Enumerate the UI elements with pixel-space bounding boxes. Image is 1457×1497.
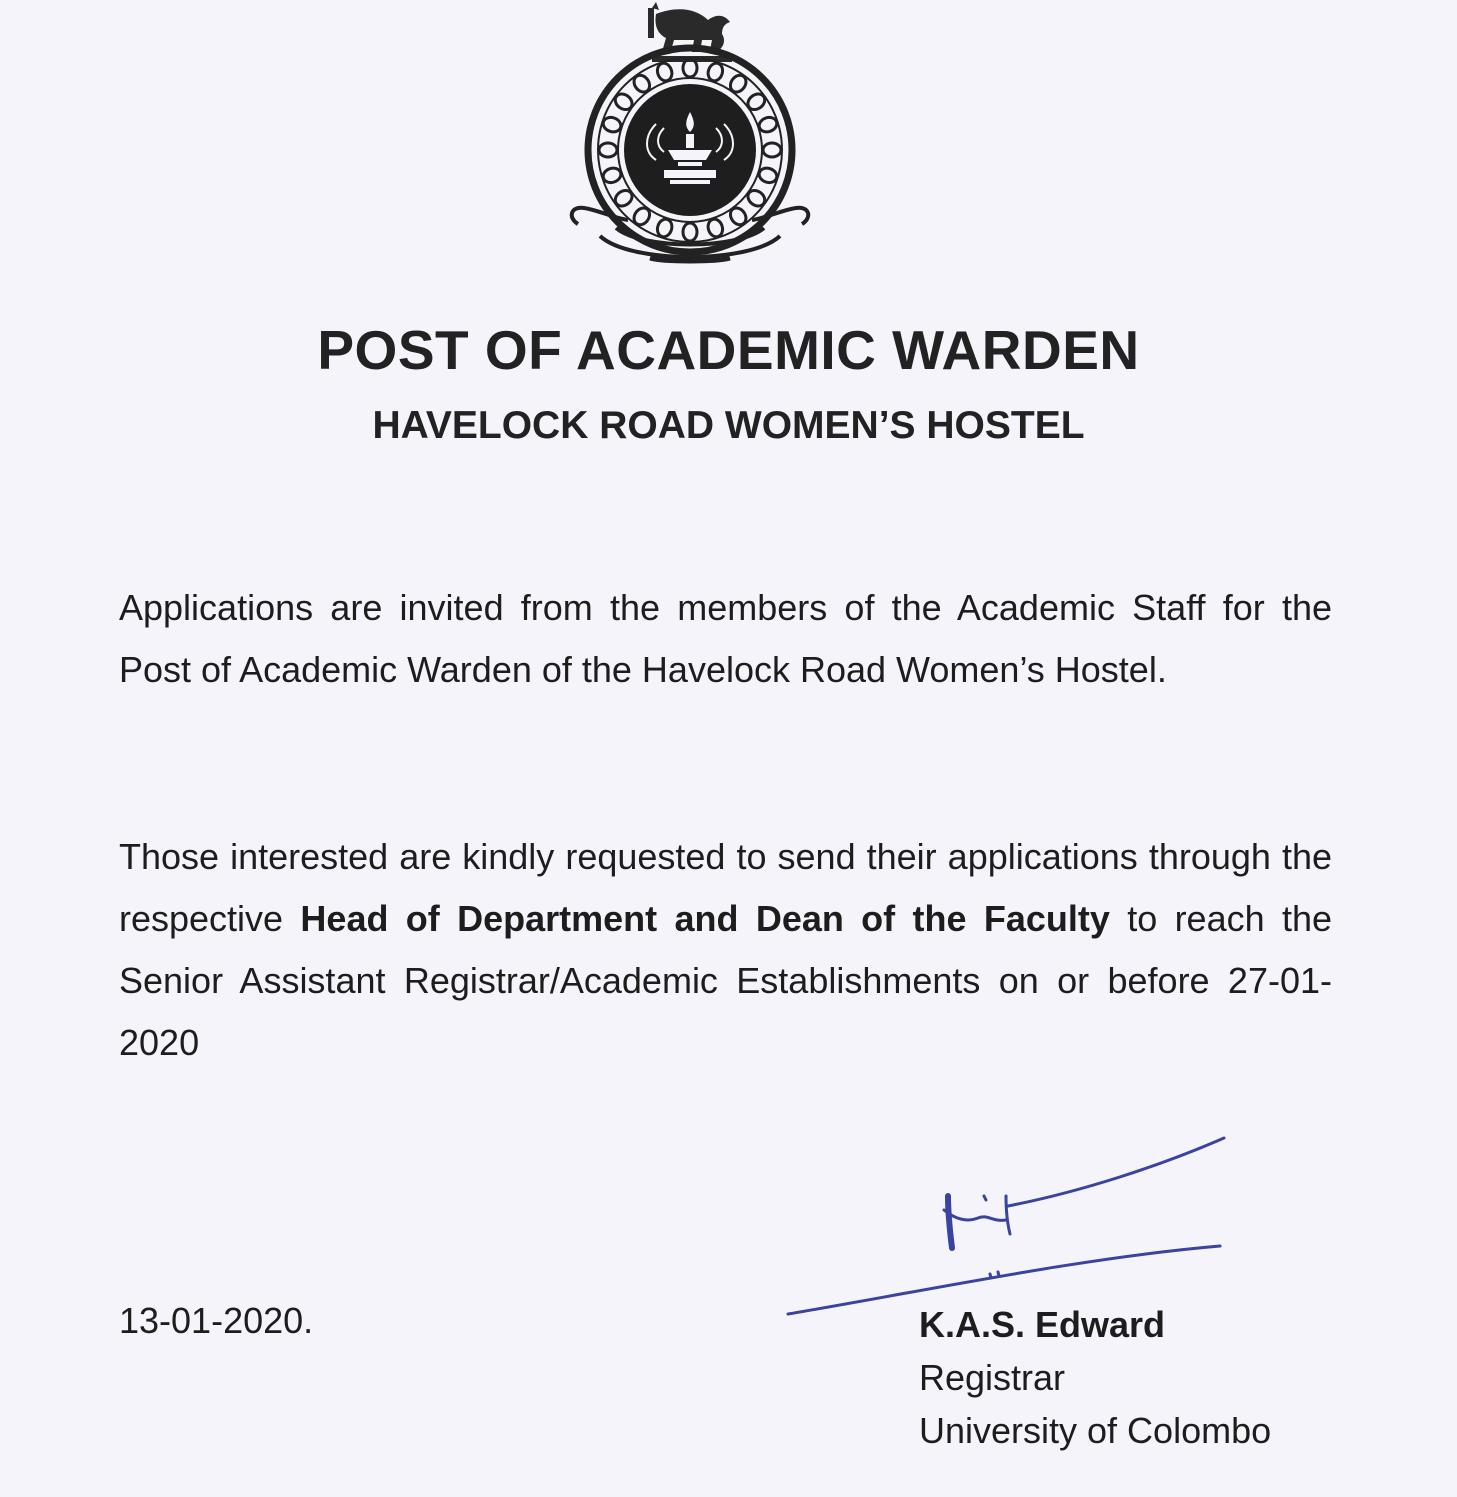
paragraph-invitation: Applications are invited from the members of the Academic Staff for the Post of Academic Warden of the Havelock Road Women’s Hostel.	[119, 587, 1332, 690]
signatory-title: Registrar	[919, 1357, 1066, 1398]
signatory-name: K.A.S. Edward	[919, 1304, 1166, 1345]
page-subtitle: HAVELOCK ROAD WOMEN’S HOSTEL	[372, 404, 1085, 447]
notice-date: 13-01-2020.	[119, 1300, 314, 1341]
signature-block	[919, 1298, 1271, 1457]
university-crest-icon	[560, 0, 820, 276]
paragraph-instructions	[119, 826, 1332, 1074]
instructions-text-part1: Those interested are kindly requested to send their applications through the respective	[119, 836, 1332, 939]
page-title: POST OF ACADEMIC WARDEN	[317, 319, 1140, 381]
signatory-organization: University of Colombo	[919, 1410, 1272, 1451]
instructions-bold-text: Head of Department and Dean of the Faculty	[300, 898, 1110, 939]
instructions-text-part2: to reach the Senior Assistant Registrar/Academic Establishments on or before 27-01-2020	[119, 898, 1333, 1063]
